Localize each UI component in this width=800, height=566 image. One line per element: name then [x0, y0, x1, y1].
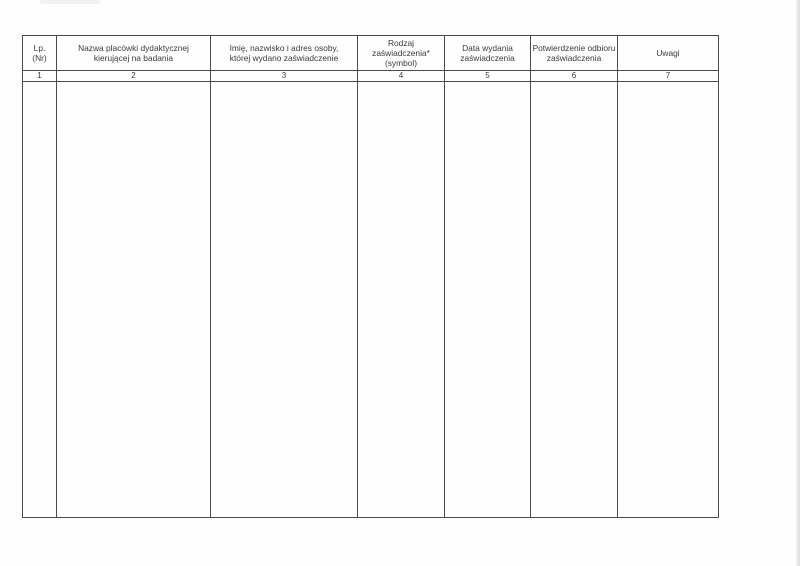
- header-certificate-type-line1: Rodzaj zaświadczenia*: [372, 38, 430, 58]
- entry-cell-certificate-type: [358, 82, 445, 518]
- header-issue-date-line2: zaświadczenia: [460, 53, 515, 63]
- entry-cell-issue-date: [445, 82, 531, 518]
- entry-cell-person: [211, 82, 358, 518]
- header-lp-line2: (Nr): [32, 53, 47, 63]
- header-lp: [23, 36, 57, 71]
- header-certificate-type: [358, 36, 445, 71]
- header-row: [23, 36, 719, 71]
- header-receipt-confirmation: [531, 36, 618, 71]
- page-edge-shadow: [796, 0, 800, 566]
- entry-cell-institution: [57, 82, 211, 518]
- header-institution: [57, 36, 211, 71]
- column-number: 3: [211, 71, 358, 82]
- column-number: 2: [57, 71, 211, 82]
- column-number: 7: [618, 71, 719, 82]
- header-person: [211, 36, 358, 71]
- scan-artifact: [40, 0, 100, 4]
- header-issue-date-line1: Data wydania: [462, 43, 513, 53]
- entry-cell-lp: [23, 82, 57, 518]
- header-lp-line1: Lp.: [33, 43, 46, 53]
- certificate-register-table: [22, 35, 719, 518]
- header-institution-line1: Nazwa placówki dydaktycznej: [78, 43, 189, 53]
- header-remarks: [618, 36, 719, 71]
- empty-entry-row: [23, 82, 719, 518]
- column-number: 6: [531, 71, 618, 82]
- header-receipt-confirmation-line2: zaświadczenia: [546, 53, 602, 63]
- column-number: 4: [358, 71, 445, 82]
- header-receipt-confirmation-line1: Potwierdzenie odbioru: [532, 43, 616, 53]
- header-person-line2: której wydano zaświadczenie: [229, 53, 339, 63]
- header-institution-line2: kierującej na badania: [93, 53, 174, 63]
- column-number: 1: [23, 71, 57, 82]
- column-number: 5: [445, 71, 531, 82]
- entry-cell-receipt-confirmation: [531, 82, 618, 518]
- header-certificate-type-line2: (symbol): [384, 58, 418, 68]
- header-issue-date: [445, 36, 531, 71]
- column-number-row: [23, 71, 719, 82]
- header-person-line1: Imię, nazwisko i adres osoby,: [229, 43, 339, 53]
- entry-cell-remarks: [618, 82, 719, 518]
- header-remarks-line1: Uwagi: [656, 48, 680, 58]
